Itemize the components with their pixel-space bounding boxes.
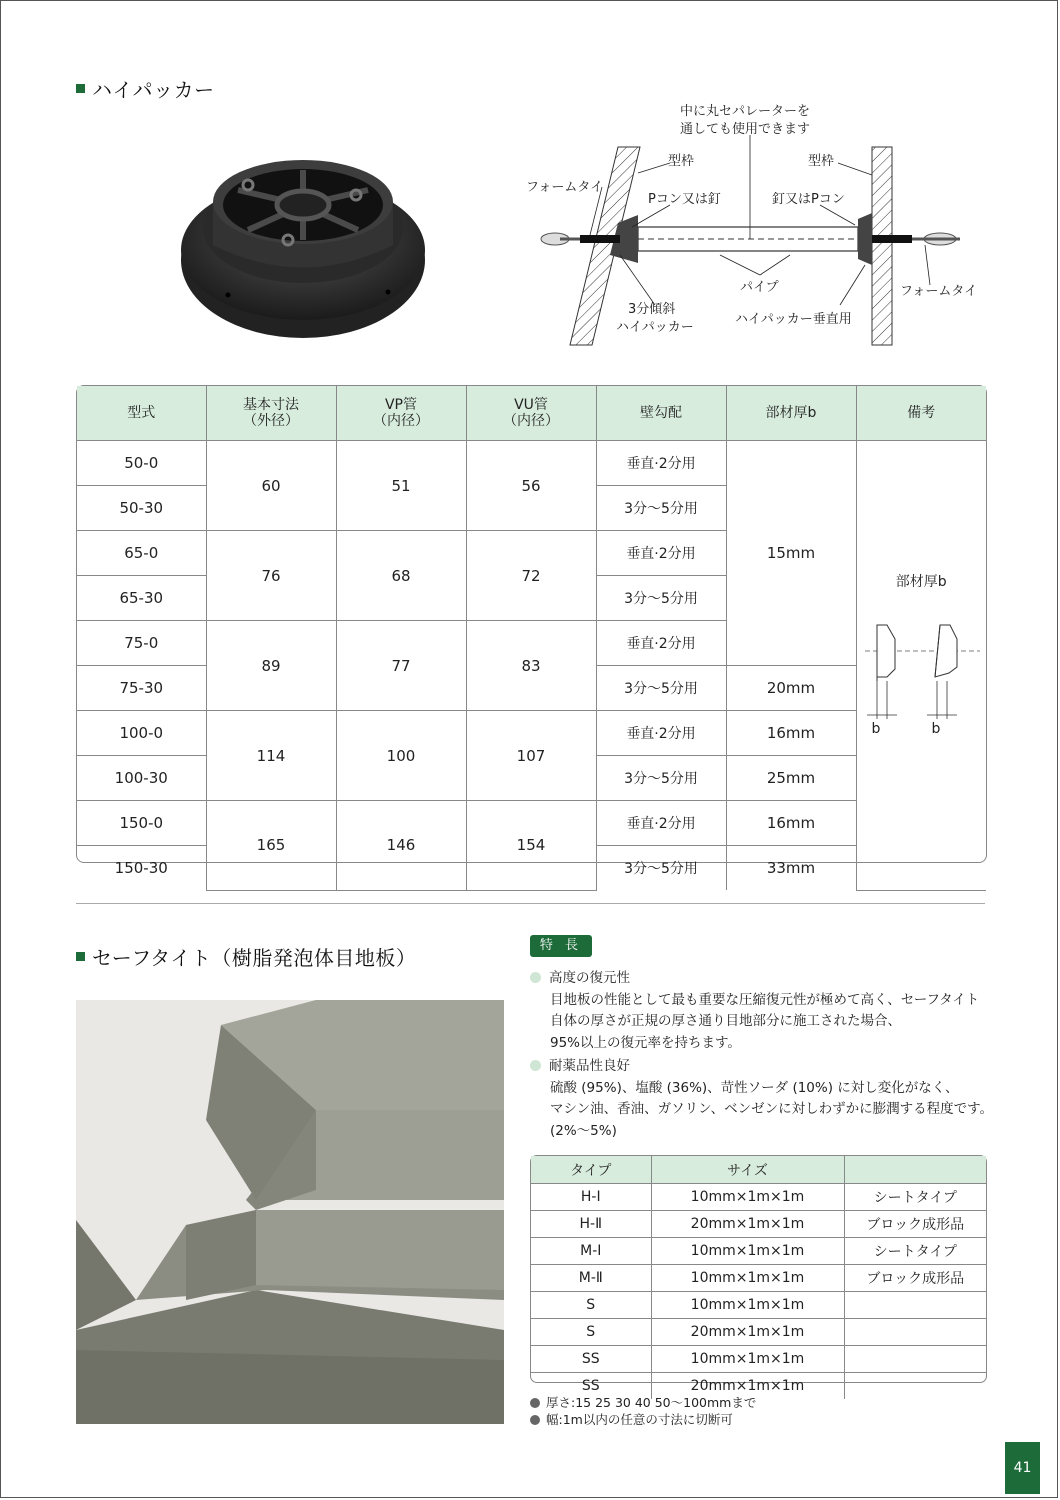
cell-size: 10mm×1m×1m — [651, 1238, 844, 1265]
cell-extra — [844, 1319, 986, 1346]
diagram-slant-line1: 3分傾斜 — [628, 302, 676, 317]
feature-block-2 — [530, 1056, 993, 1142]
footnote-1 — [530, 1393, 756, 1411]
bullet-icon — [530, 1398, 540, 1408]
hipacker-spec-table — [76, 385, 987, 877]
cell-model: 50-0 — [77, 441, 206, 486]
table-header-row — [77, 386, 986, 441]
cell-slope: 垂直·2分用 — [596, 801, 726, 846]
cell-slope: 3分～5分用 — [596, 846, 726, 891]
table-row — [531, 1292, 986, 1319]
feature-1-line1: 目地板の性能として最も重要な圧縮復元性が極めて高く、セーフタイト — [550, 991, 980, 1008]
note-label: 部材厚b — [895, 574, 947, 590]
cell-model: 65-30 — [77, 576, 206, 621]
cell-extra: シートタイプ — [844, 1184, 986, 1211]
cell-model: 75-30 — [77, 666, 206, 711]
table-row — [531, 1319, 986, 1346]
header-vu: VU管 （内径） — [466, 386, 596, 441]
feature-1-line3: 95%以上の復元率を持ちます。 — [550, 1034, 741, 1051]
cell-slope: 3分～5分用 — [596, 666, 726, 711]
cell-slope: 3分～5分用 — [596, 756, 726, 801]
cell-thickness: 16mm — [726, 801, 856, 846]
diagram-foam-tie-left: フォームタイ — [526, 180, 604, 195]
feature-block-1 — [530, 968, 979, 1054]
table-row — [531, 1265, 986, 1292]
footnote-2-text: 幅:1m以内の任意の寸法に切断可 — [546, 1412, 733, 1427]
cell-type: M-I — [531, 1238, 651, 1265]
cell-type: H-I — [531, 1184, 651, 1211]
cell-base: 60 — [206, 441, 336, 531]
cell-vp: 68 — [336, 531, 466, 621]
cell-type: M-Ⅱ — [531, 1265, 651, 1292]
table-row — [531, 1211, 986, 1238]
cell-model: 75-0 — [77, 621, 206, 666]
section-title-safetight — [76, 942, 416, 971]
cell-vu: 154 — [466, 801, 596, 891]
cell-type: SS — [531, 1346, 651, 1373]
cell-extra — [844, 1346, 986, 1373]
cell-slope: 3分～5分用 — [596, 576, 726, 621]
bullet-icon — [530, 972, 541, 983]
cell-model: 65-0 — [77, 531, 206, 576]
cell-slope: 垂直·2分用 — [596, 531, 726, 576]
diagram-form-right: 型枠 — [808, 154, 835, 169]
table-row — [531, 1346, 986, 1373]
diagram-note-line1: 中に丸セパレーターを — [680, 104, 811, 119]
cell-type: H-Ⅱ — [531, 1211, 651, 1238]
cell-model: 100-30 — [77, 756, 206, 801]
cell-size: 10mm×1m×1m — [651, 1346, 844, 1373]
header-model: 型式 — [77, 386, 206, 441]
table-header-row — [531, 1156, 986, 1184]
cell-slope: 垂直·2分用 — [596, 441, 726, 486]
cell-size: 20mm×1m×1m — [651, 1211, 844, 1238]
cell-extra: ブロック成形品 — [844, 1211, 986, 1238]
cell-type: S — [531, 1319, 651, 1346]
diagram-foam-tie-right: フォームタイ — [900, 284, 978, 299]
note-b2: b — [931, 721, 941, 737]
bullet-icon — [530, 1415, 540, 1425]
foam-board-image — [76, 1000, 504, 1424]
cell-size: 10mm×1m×1m — [651, 1265, 844, 1292]
cell-thickness: 15mm — [726, 441, 856, 666]
features-badge: 特 長 — [530, 935, 592, 957]
cell-base: 76 — [206, 531, 336, 621]
cell-size: 20mm×1m×1m — [651, 1319, 844, 1346]
header-note: 備考 — [856, 386, 986, 441]
cell-vu: 107 — [466, 711, 596, 801]
table-row — [531, 1238, 986, 1265]
cell-type: SS — [531, 1373, 651, 1400]
header-vp: VP管 （内径） — [336, 386, 466, 441]
diagram-vertical: ハイパッカー垂直用 — [735, 312, 852, 327]
header-slope: 壁勾配 — [596, 386, 726, 441]
thickness-diagram — [865, 611, 980, 731]
cell-slope: 垂直·2分用 — [596, 621, 726, 666]
cell-vp: 51 — [336, 441, 466, 531]
cell-size: 10mm×1m×1m — [651, 1292, 844, 1319]
feature-1-title: 高度の復元性 — [549, 970, 630, 986]
footnote-1-text: 厚さ:15 25 30 40 50～100mmまで — [546, 1395, 757, 1410]
cell-model: 50-30 — [77, 486, 206, 531]
feature-2-line3: (2%～5%) — [550, 1122, 617, 1139]
table-row — [77, 801, 986, 846]
diagram-pipe: パイプ — [740, 280, 779, 295]
header-type: タイプ — [531, 1156, 651, 1184]
cell-thickness: 16mm — [726, 711, 856, 756]
cell-model: 150-0 — [77, 801, 206, 846]
diagram-note-line2: 通しても使用できます — [680, 122, 811, 137]
cell-type: S — [531, 1292, 651, 1319]
section-title-text: セーフタイト（樹脂発泡体目地板） — [92, 946, 417, 970]
cell-vu: 72 — [466, 531, 596, 621]
feature-1-line2: 自体の厚さが正規の厚さ通り目地部分に施工された場合、 — [550, 1013, 901, 1029]
cell-vu: 83 — [466, 621, 596, 711]
diagram-form-left: 型枠 — [668, 154, 695, 169]
diagram-slant-line2: ハイパッカー — [616, 320, 694, 335]
cell-thickness: 33mm — [726, 846, 856, 891]
installation-diagram — [520, 95, 990, 355]
cell-base: 114 — [206, 711, 336, 801]
section-title-text: ハイパッカー — [92, 78, 215, 102]
section-marker-icon — [76, 952, 85, 961]
safetight-size-table — [530, 1155, 987, 1394]
cell-slope: 垂直·2分用 — [596, 711, 726, 756]
note-b1: b — [871, 721, 881, 737]
diagram-pcon-left: Pコン又は釘 — [648, 192, 721, 207]
section-marker-icon — [76, 84, 85, 93]
cell-extra: シートタイプ — [844, 1238, 986, 1265]
bullet-icon — [530, 1060, 541, 1071]
feature-2-title: 耐薬品性良好 — [549, 1058, 630, 1074]
cell-thickness: 20mm — [726, 666, 856, 711]
cell-size: 10mm×1m×1m — [651, 1184, 844, 1211]
cell-size: 20mm×1m×1m — [651, 1373, 844, 1400]
cell-thickness: 25mm — [726, 756, 856, 801]
cell-model: 150-30 — [77, 846, 206, 891]
table-row — [77, 711, 986, 756]
page-number: 41 — [1005, 1442, 1040, 1494]
cell-base: 165 — [206, 801, 336, 891]
cell-extra — [844, 1292, 986, 1319]
cell-slope: 3分～5分用 — [596, 486, 726, 531]
cell-extra: ブロック成形品 — [844, 1265, 986, 1292]
table-row — [531, 1184, 986, 1211]
footnote-2 — [530, 1410, 733, 1428]
cell-extra — [844, 1373, 986, 1400]
cell-vp: 146 — [336, 801, 466, 891]
header-extra — [844, 1156, 986, 1184]
cell-base: 89 — [206, 621, 336, 711]
table-row — [77, 441, 986, 486]
section-divider — [76, 903, 985, 904]
cell-vp: 77 — [336, 621, 466, 711]
section-title-hipacker — [76, 74, 215, 103]
header-base-dim: 基本寸法 （外径） — [206, 386, 336, 441]
header-thickness: 部材厚b — [726, 386, 856, 441]
note-cell — [856, 441, 986, 891]
cell-vp: 100 — [336, 711, 466, 801]
cell-vu: 56 — [466, 441, 596, 531]
feature-2-line2: マシン油、香油、ガソリン、ベンゼンに対しわずかに膨潤する程度です。 — [550, 1101, 994, 1117]
hipacker-product-image — [178, 150, 428, 345]
feature-2-line1: 硫酸 (95%)、塩酸 (36%)、苛性ソーダ (10%) に対し変化がなく、 — [550, 1079, 959, 1096]
diagram-pcon-right: 釘又はPコン — [772, 192, 845, 207]
header-size: サイズ — [651, 1156, 844, 1184]
cell-model: 100-0 — [77, 711, 206, 756]
